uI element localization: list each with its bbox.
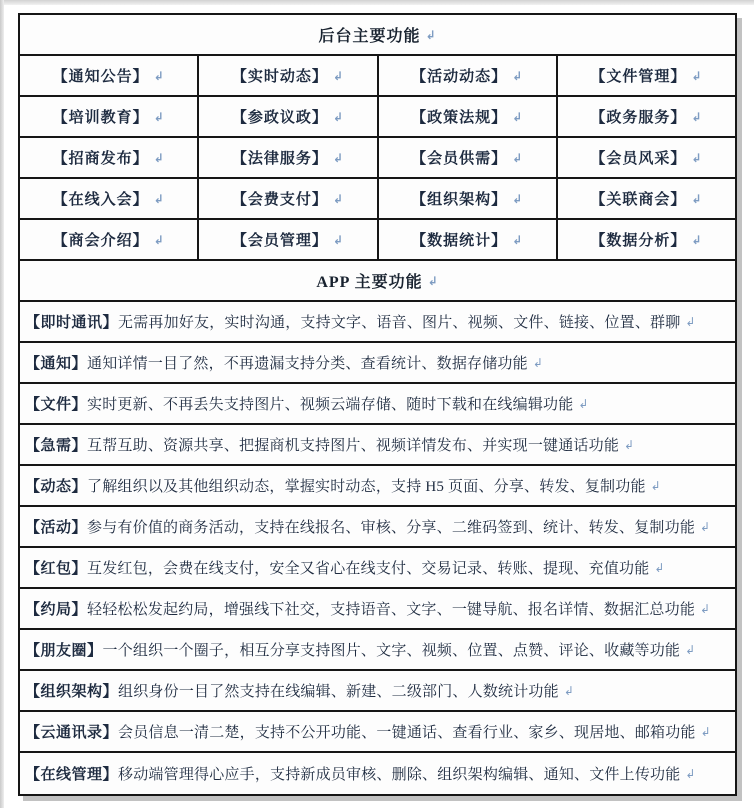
backend-feature-cell [20,220,199,259]
paragraph-mark-icon: ↲ [685,642,696,657]
paragraph-mark-icon: ↲ [691,232,703,247]
backend-feature-cell [199,220,378,259]
backend-feature-cell [379,56,558,95]
app-feature-description: 通知详情一目了然，不再遗漏支持分类、查看统计、数据存储功能 [87,356,528,372]
paragraph-mark-icon: ↲ [691,150,703,165]
paragraph-mark-icon: ↲ [624,437,635,452]
backend-feature-label: 【数据统计】 [411,233,508,249]
backend-grid-row [20,56,735,97]
paragraph-mark-icon: ↲ [153,191,165,206]
backend-feature-cell [20,179,199,218]
backend-feature-label: 【招商发布】 [52,151,149,167]
paragraph-mark-icon: ↲ [512,150,524,165]
paragraph-mark-icon: ↲ [700,601,711,616]
paragraph-mark-icon: ↲ [332,68,344,83]
backend-feature-label: 【数据分析】 [590,233,687,249]
backend-grid-row [20,138,735,179]
app-feature-row [20,712,735,753]
backend-feature-label: 【会员管理】 [231,233,328,249]
paragraph-mark-icon: ↲ [332,191,344,206]
app-feature-label: 【通知】 [25,356,88,372]
app-section-title: APP 主要功能 [316,274,423,291]
backend-feature-label: 【会员风采】 [590,151,687,167]
paragraph-mark-icon: ↲ [153,68,165,83]
app-feature-label: 【朋友圈】 [25,643,103,659]
paragraph-mark-icon: ↲ [654,560,665,575]
backend-feature-cell [558,220,735,259]
backend-feature-label: 【商会介绍】 [52,233,149,249]
app-feature-row [20,302,735,343]
app-feature-description: 无需再加好友，实时沟通，支持文字、语音、图片、视频、文件、链接、位置、群聊 [118,315,681,331]
backend-feature-label: 【文件管理】 [590,69,687,85]
page-edge-top [0,0,754,5]
paragraph-mark-icon: ↲ [563,683,574,698]
app-feature-label: 【云通讯录】 [25,725,119,741]
backend-grid [20,56,735,261]
backend-feature-label: 【政务服务】 [590,110,687,126]
app-feature-description: 了解组织以及其他组织动态，掌握实时动态，支持 H5 页面、分享、转发、复制功能 [87,479,646,495]
backend-feature-cell [20,97,199,136]
backend-feature-label: 【组织架构】 [411,192,508,208]
app-feature-description: 互发红包，会费在线支付，安全又省心在线支付、交易记录、转账、提现、充值功能 [87,561,650,577]
app-feature-label: 【即时通讯】 [25,315,119,331]
paragraph-mark-icon: ↲ [427,273,439,288]
app-feature-label: 【活动】 [25,520,88,536]
backend-feature-cell [199,138,378,177]
paragraph-mark-icon: ↲ [512,232,524,247]
backend-feature-label: 【会员供需】 [411,151,508,167]
paragraph-mark-icon: ↲ [332,150,344,165]
backend-feature-cell [199,97,378,136]
backend-grid-row [20,220,735,261]
app-feature-label: 【动态】 [25,479,88,495]
app-feature-label: 【约局】 [25,602,88,618]
backend-feature-cell [558,138,735,177]
backend-feature-label: 【在线入会】 [52,192,149,208]
app-feature-list [20,302,735,794]
app-feature-row [20,753,735,794]
app-feature-description: 一个组织一个圈子，相互分享支持图片、文字、视频、位置、点赞、评论、收藏等功能 [102,643,681,659]
paragraph-mark-icon: ↲ [691,191,703,206]
app-feature-row [20,630,735,671]
app-feature-row [20,466,735,507]
backend-feature-label: 【实时动态】 [231,69,328,85]
app-feature-description: 实时更新、不再丢失支持图片、视频云端存储、随时下载和在线编辑功能 [87,397,574,413]
paragraph-mark-icon: ↲ [578,396,589,411]
paragraph-mark-icon: ↲ [532,355,543,370]
backend-section-header [20,15,735,56]
backend-feature-label: 【参政议政】 [231,110,328,126]
app-feature-description: 互帮互助、资源共享、把握商机支持图片、视频详情发布、并实现一键通话功能 [87,438,620,454]
backend-grid-row [20,179,735,220]
backend-feature-label: 【政策法规】 [411,110,508,126]
app-feature-description: 参与有价值的商务活动，支持在线报名、审核、分享、二维码签到、统计、转发、复制功能 [87,520,696,536]
app-section-header [20,261,735,302]
app-feature-row [20,671,735,712]
app-feature-row [20,589,735,630]
paragraph-mark-icon: ↲ [512,68,524,83]
app-feature-description: 会员信息一清二楚，支持不公开功能、一键通话、查看行业、家乡、现居地、邮箱功能 [118,725,696,741]
paragraph-mark-icon: ↲ [700,724,711,739]
paragraph-mark-icon: ↲ [691,109,703,124]
backend-grid-row [20,97,735,138]
app-feature-label: 【文件】 [25,397,88,413]
backend-feature-cell [558,56,735,95]
app-feature-label: 【红包】 [25,561,88,577]
paragraph-mark-icon: ↲ [685,314,696,329]
paragraph-mark-icon: ↲ [700,519,711,534]
app-feature-description: 移动端管理得心应手，支持新成员审核、删除、组织架构编辑、通知、文件上传功能 [118,767,681,783]
paragraph-mark-icon: ↲ [512,191,524,206]
backend-feature-label: 【关联商会】 [590,192,687,208]
backend-feature-cell [558,179,735,218]
backend-feature-cell [379,220,558,259]
app-feature-label: 【在线管理】 [25,767,119,783]
app-feature-description: 组织身份一目了然支持在线编辑、新建、二级部门、人数统计功能 [118,684,559,700]
backend-feature-label: 【会费支付】 [231,192,328,208]
paragraph-mark-icon: ↲ [332,232,344,247]
app-feature-row [20,343,735,384]
paragraph-mark-icon: ↲ [153,150,165,165]
backend-feature-cell [20,138,199,177]
app-feature-label: 【急需】 [25,438,88,454]
backend-feature-label: 【通知公告】 [52,69,149,85]
paragraph-mark-icon: ↲ [332,109,344,124]
features-table [18,13,737,796]
paragraph-mark-icon: ↲ [691,68,703,83]
paragraph-mark-icon: ↲ [153,109,165,124]
app-feature-row [20,384,735,425]
backend-section-title: 后台主要功能 [318,28,421,45]
backend-feature-cell [379,97,558,136]
backend-feature-cell [20,56,199,95]
paragraph-mark-icon: ↲ [685,766,696,781]
paragraph-mark-icon: ↲ [425,27,437,42]
app-feature-row [20,425,735,466]
backend-feature-label: 【法律服务】 [231,151,328,167]
page-edge-left [0,0,4,808]
paragraph-mark-icon: ↲ [512,109,524,124]
backend-feature-label: 【培训教育】 [52,110,149,126]
app-feature-label: 【组织架构】 [25,684,119,700]
backend-feature-cell [199,56,378,95]
backend-feature-label: 【活动动态】 [411,69,508,85]
backend-feature-cell [558,97,735,136]
app-feature-description: 轻轻松松发起约局，增强线下社交，支持语音、文字、一键导航、报名详情、数据汇总功能 [87,602,696,618]
backend-feature-cell [379,179,558,218]
app-feature-row [20,507,735,548]
backend-feature-cell [199,179,378,218]
backend-feature-cell [379,138,558,177]
app-feature-row [20,548,735,589]
paragraph-mark-icon: ↲ [650,478,661,493]
paragraph-mark-icon: ↲ [153,232,165,247]
